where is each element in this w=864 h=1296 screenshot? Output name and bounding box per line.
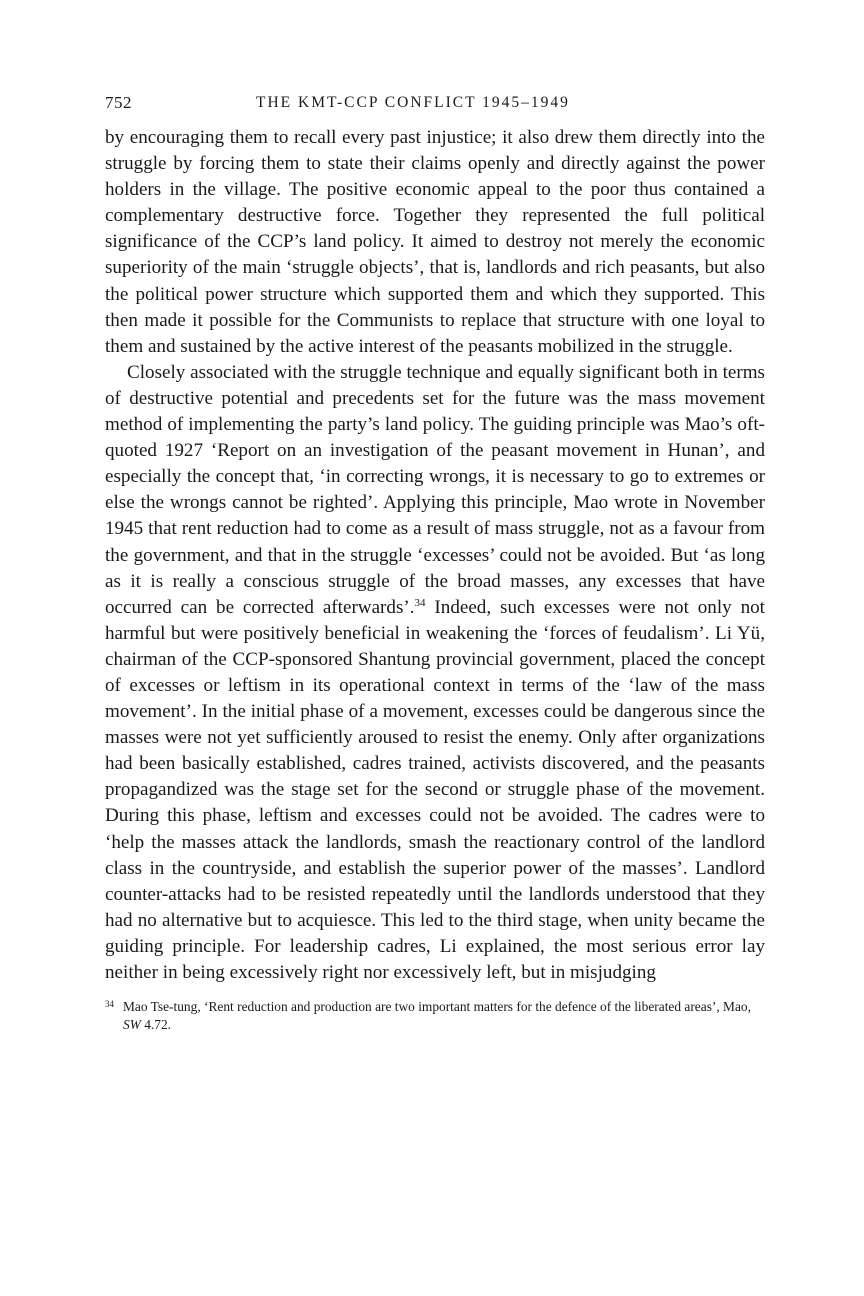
paragraph-1 bbox=[105, 125, 765, 360]
footnote-34 bbox=[105, 998, 765, 1034]
body-text bbox=[105, 125, 765, 986]
footnotes bbox=[105, 998, 765, 1034]
footnote-mark: 34 bbox=[105, 999, 114, 1010]
footnote-italic-title: SW bbox=[123, 1017, 141, 1033]
paragraph-1-text: by encouraging them to recall every past injustice; it also drew them directly into the struggle by forcing them to state their claims openly and directly against the power holders in the village. The positive economic appeal to the poor thus contained a complementary destructive force. Together they represented the full political significance of the CCP’s land policy. It aimed to destroy not merely the economic superiority of the main ‘struggle objects’, that is, landlords and rich peasants, but also the political power structure which supported them and which they supported. This then made it possible for the Communists to replace that structure with one loyal to them and sustained by the active interest of the peasants mobilized in the struggle. bbox=[105, 127, 765, 357]
footnote-text-after: 4.72. bbox=[140, 1017, 171, 1033]
paragraph-2-text-before: Closely associated with the struggle technique and equally significant both in terms of destructive potential and precedents set for the future was the mass movement method of implementing the party’s land policy. The guiding principle was Mao’s oft-quoted 1927 ‘Report on an investigation of the peasant movement in Hunan’, and especially the concept that, ‘in correcting wrongs, it is necessary to go to extremes or else the wrongs cannot be righted’. Applying this principle, Mao wrote in November 1945 that rent reduction had to come as a result of mass struggle, not as a favour from the government, and that in the struggle ‘excesses’ could not be avoided. But ‘as long as it is really a conscious struggle of the broad masses, any excesses that have occurred can be corrected afterwards’. bbox=[105, 361, 765, 618]
footnote-text-before: Mao Tse-tung, ‘Rent reduction and production are two important matters for the defence of the liberated areas’, Mao, bbox=[123, 999, 751, 1015]
running-head bbox=[105, 90, 765, 116]
running-title: THE KMT-CCP CONFLICT 1945–1949 bbox=[256, 94, 570, 111]
paragraph-2 bbox=[105, 360, 765, 986]
page-number: 752 bbox=[105, 93, 132, 112]
footnote-reference[interactable]: 34 bbox=[414, 596, 426, 609]
book-page bbox=[105, 90, 765, 1034]
paragraph-2-text-after: Indeed, such excesses were not only not harmful but were positively beneficial in weakening the ‘forces of feudalism’. Li Yü, chairman of the CCP-sponsored Shantung provincial government, placed the concept of excesses or leftism in its operational context in terms of the ‘law of the mass movement’. In the initial phase of a movement, excesses could be dangerous since the masses were not yet sufficiently aroused to resist the enemy. Only after organizations had been basically established, cadres trained, activists discovered, and the peasants propagandized was the stage set for the second or struggle phase of the movement. During this phase, leftism and excesses could not be avoided. The cadres were to ‘help the masses attack the landlords, smash the reactionary control of the landlord class in the countryside, and establish the superior power of the masses’. Landlord counter-attacks had to be resisted repeatedly until the landlords understood that they had no alternative but to acquiesce. This led to the third stage, when unity became the guiding principle. For leadership cadres, Li explained, the most serious error lay neither in being excessively right nor excessively left, but in misjudging bbox=[105, 596, 765, 983]
